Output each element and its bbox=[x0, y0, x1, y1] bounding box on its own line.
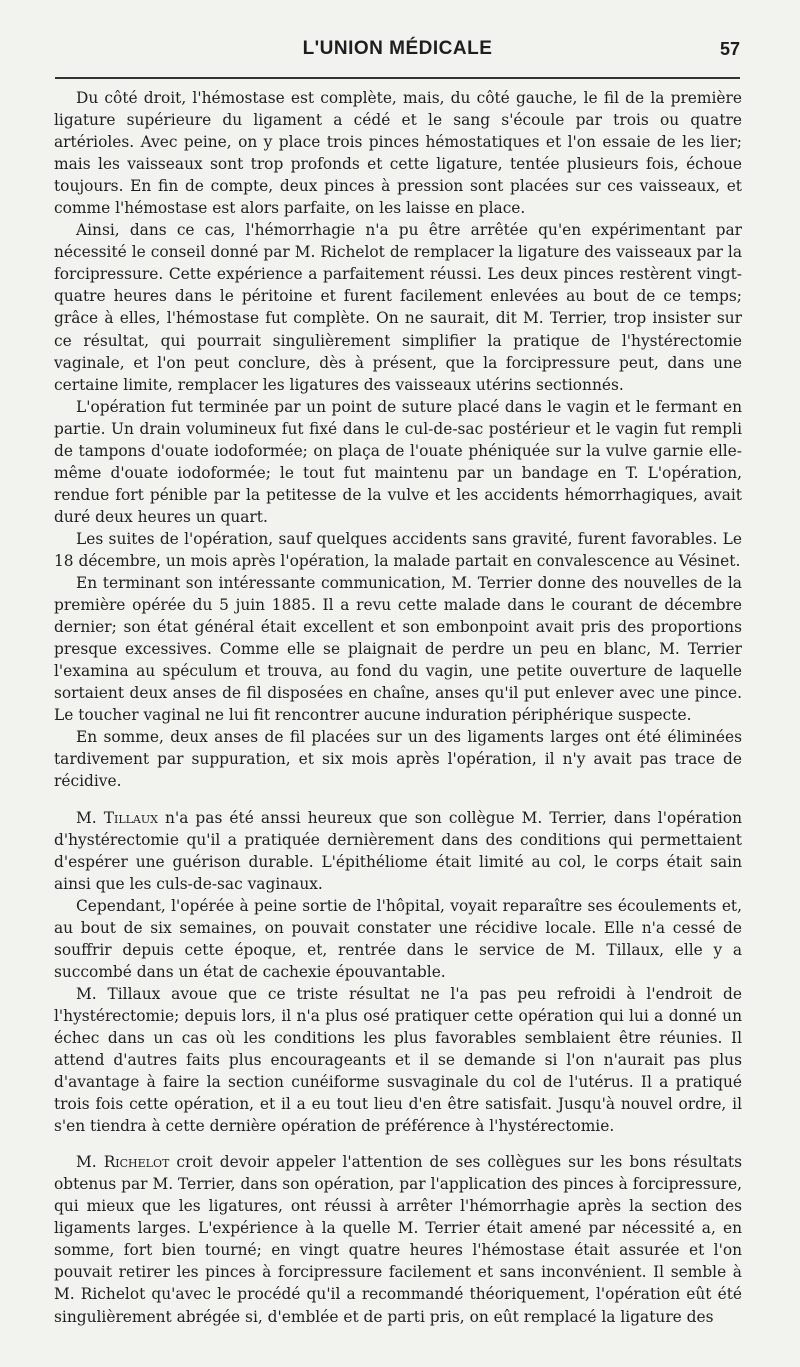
paragraph: Les suites de l'opération, sauf quelques accidents sans gravité, furent favorables. Le 18 décembre, un mois après l'opération, la malade partait en convalescence au Vésinet. bbox=[54, 529, 742, 570]
paragraph: M. Tillaux n'a pas été anssi heureux que son collègue M. Terrier, dans l'opération d'hystérectomie qu'il a pratiquée dernièrement dans des conditions qui permettaient d'espérer une guérison durable. L'épithéliome était limité au col, le corps était sain ainsi que les culs-de-sac vaginaux. bbox=[54, 808, 742, 893]
paragraph: En somme, deux anses de fil placées sur un des ligaments larges ont été éliminées tardivement par suppuration, et six mois après l'opération, il n'y avait pas trace de récidive. bbox=[54, 728, 742, 791]
paragraph: Ainsi, dans ce cas, l'hémorrhagie n'a pu être arrêtée qu'en expérimentant par nécessité le conseil donné par M. Richelot de remplacer la ligature des vaisseaux par la forcipressure. Cette expérience a parfaitement réussi. Les deux pinces restèrent vingt-quatre heures dans le péritoine et furent facilement enlevées au bout de ce temps; grâce à elles, l'hémostase fut complète. On ne saurait, dit M. Terrier, trop insister sur ce résultat, qui pourrait singulièrement simplifier la pratique de l'hystérectomie vaginale, et l'on peut conclure, dès à présent, que la forcipressure peut, dans une certaine limite, remplacer les ligatures des vaisseaux utérins sectionnés. bbox=[54, 221, 742, 394]
speaker-name: M. Richelot bbox=[76, 1153, 170, 1172]
paragraph: Du côté droit, l'hémostase est complète, mais, du côté gauche, le fil de la première ligature supérieure du ligament a cédé et le sang s'écoule par trois ou quatre artérioles. Avec peine, on y place trois pinces hémostatiques et l'on essaie de les lier; mais les vaisseaux sont trop profonds et cette ligature, tentée plusieurs fois, échoue toujours. En fin de compte, deux pinces à pression sont placées sur ces vaisseaux, et comme l'hémostase est alors parfaite, on les laisse en place. bbox=[54, 89, 742, 218]
page-header bbox=[55, 36, 740, 76]
body-text bbox=[54, 87, 742, 1328]
paragraph: Cependant, l'opérée à peine sortie de l'hôpital, voyait reparaître ses écoulements et, au bout de six semaines, on pouvait constater une récidive locale. Elle n'a cessé de souffrir depuis cette époque, et, rentrée dans le service de M. Tillaux, elle y a succombé dans un état de cachexie épouvantable. bbox=[54, 896, 742, 981]
paragraph: En terminant son intéressante communication, M. Terrier donne des nouvelles de la première opérée du 5 juin 1885. Il a revu cette malade dans le courant de décembre dernier; son état général était excellent et son embonpoint avait pris des proportions presque excessives. Comme elle se plaignait de perdre un peu en blanc, M. Terrier l'examina au spéculum et trouva, au fond du vagin, une petite ouverture de laquelle sortaient deux anses de fil disposées en chaîne, anses qu'il put enlever avec une pince. Le toucher vaginal ne lui fit rencontrer aucune induration périphérique suspecte. bbox=[54, 574, 742, 725]
paragraph: M. Richelot croit devoir appeler l'attention de ses collègues sur les bons résultats obtenus par M. Terrier, dans son opération, par l'application des pinces à forcipressure, qui mieux que les ligatures, ont réussi à arrêter l'hémorrhagie après la section des ligaments larges. L'expérience à la quelle M. Terrier était amené par nécessité a, en somme, fort bien tourné; en vingt quatre heures l'hémostase était assurée et l'on pouvait retirer les pinces à forcipressure facilement et sans inconvénient. Il semble à M. Richelot qu'avec le procédé qu'il a recommandé théoriquement, l'opération eût été singulièrement abrégée si, d'emblée et de parti pris, on eût remplacé la ligature des bbox=[54, 1153, 742, 1326]
page-number: 57 bbox=[719, 39, 740, 59]
paragraph: M. Tillaux avoue que ce triste résultat ne l'a pas peu refroidi à l'endroit de l'hystérectomie; depuis lors, il n'a plus osé pratiquer cette opération qui lui a donné un échec dans un cas où les conditions les plus favorables semblaient être réunies. Il attend d'autres faits plus encourageants et il se demande si l'on n'aurait pas plus d'avantage à faire la section cunéiforme susvaginale du col de l'utérus. Il a pratiqué trois fois cette opération, et il a eu tout lieu d'en être satisfait. Jusqu'à nouvel ordre, il s'en tiendra à cette dernière opération de préférence à l'hystérectomie. bbox=[54, 984, 742, 1136]
speaker-name: M. Tillaux bbox=[76, 808, 158, 827]
running-title: L'UNION MÉDICALE bbox=[302, 38, 493, 59]
paragraph: L'opération fut terminée par un point de suture placé dans le vagin et le fermant en partie. Un drain volumineux fut fixé dans le cul-de-sac postérieur et le vagin fut rempli de tampons d'ouate iodoformée; on plaça de l'ouate phéniquée sur la vulve garnie elle-même d'ouate iodoformée; le tout fut maintenu par un bandage en T. L'opération, rendue fort pénible par la petitesse de la vulve et les accidents hémorrhagiques, avait duré deux heures un quart. bbox=[54, 397, 742, 526]
header-rule bbox=[55, 77, 740, 79]
